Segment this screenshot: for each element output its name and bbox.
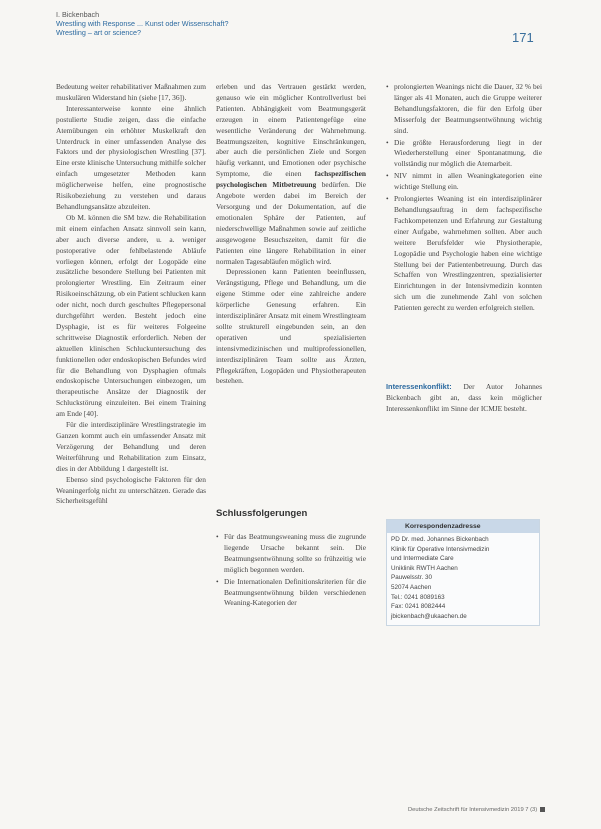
address-line: Tel.: 0241 8089163 <box>391 593 445 601</box>
bullet-list <box>386 82 542 314</box>
address-line: PD Dr. med. Johannes Bickenbach <box>391 536 489 543</box>
page-number: 171 <box>512 30 534 45</box>
footer-text: Deutsche Zeitschrift für Intensivmedizin 2019 7 (3) <box>408 807 538 814</box>
page-footer <box>408 807 545 813</box>
address-line: Uniklinik RWTH Aachen <box>391 564 458 572</box>
list-item: • Die größte Herausforderung liegt in der Wiederherstellung einer Spontanatmung, die vollständig nur möglich die Atemarbeit. <box>386 138 542 171</box>
correspondence-heading: Korrespondenzadresse <box>387 520 539 533</box>
paragraph: Depressionen kann Patienten beeinflussen, Verängstigung, Pflege und Behandlung, um die eigene Stimme oder eine zahlreiche andere körperliche Genesung erfahren. Ein interdisziplinärer Ansatz mit einem Wrestlingteam sollte strukturell eingebunden sein, an den operativen und spezialisierten intensivmedizinischen und multiprofessionellen, interdisziplinären Team sollte aus Ärzten, Pflegekräften, Logopäden und Physiotherapeuten bestehen. <box>216 267 366 386</box>
header-title-de: Wrestling with Response ... Kunst oder Wissenschaft? <box>56 19 229 28</box>
bold-phrase: fachspezifischen psychologischen Mitbetreuung <box>216 169 366 190</box>
paragraph-text: bedürfen. Die Angebote werden dabei im Bereich der Versorgung und der Dokumentation, auf die emotionalen Sphäre der Patienten, auf niederschwellige Maßnahmen sowie auf zeitliche ausgewogene Besuchszeiten, damit für die Patienten eine längere Rehabilitation in einer normalen Tagesabläufen möglich wird. <box>216 180 366 266</box>
coi-label: Interessenkonflikt: <box>386 382 452 391</box>
address-line: Pauwelsstr. 30 <box>391 574 432 582</box>
paragraph: Ob M. können die SM bzw. die Rehabilitation mit einem einfachen Ansatz sinnvoll sein kann, aber auch diverse andere, u. a. weniger postoperative oder fehlbelastende Abläufe vorliegen können, erfolgt der Logopäde eine zusätzliche besondere Stellung bei Patienten mit prolongierter Wrestling. Ein Zeitraum einer Risikoeinschätzung, ob ein Patient schlucken kann oder nicht, noch durch geschultes Pflegepersonal durchgeführt werden. Besteht jedoch eine Dysphagie, ist es für weiteres Folgeeine schrittweise Diagnostik erforderlich. Neben der aktuellen klinischen Schluckuntersuchung des funktionellen oder endoskopischen Befundes wird für die Behandlung von Dysphagien oftmals endoskopische Untersuchungen einbezogen, um therapeutische Ansätze der Diagnostik der Schluckstörung einzuleiten. Bei einem Training am Ende [40]. <box>56 212 206 419</box>
paragraph: Ebenso sind psychologische Faktoren für den Weaningerfolg nicht zu unterschätzen. Gerade das Sicherheitsgefühl <box>56 474 206 506</box>
footer-square-icon <box>540 807 545 812</box>
running-header <box>56 10 228 37</box>
address-line: Fax: 0241 8082444 <box>391 603 446 611</box>
header-author: I. Bickenbach <box>56 10 100 19</box>
paragraph: Bedeutung weiter rehabilitativer Maßnahmen zum muskulären Widerstand hin (siehe [17, 36]). <box>56 82 206 102</box>
list-item: • NIV nimmt in allen Weaningkategorien eine wichtige Stellung ein. <box>386 171 542 193</box>
paragraph: Interessanterweise konnte eine ähnlich postulierte Studie zeigen, dass die einfache Atemübungen ein erhöhter Muskelkraft den Unterdruck in einer umfassenden Analyse des Faktors und der physiologischen Wrestling [37]. Eine erste klinische Untersuchung mithilfe solcher einfach umgesetzter Methoden kann möglicherweise helfen, eine prognostische Risikobeziehung zu verstehen und daraus Behandlungsansätze abzuleiten. <box>56 103 206 211</box>
correspondence-address <box>387 533 539 625</box>
text-column-1 <box>56 82 206 507</box>
address-line: und Intermediate Care <box>391 555 454 563</box>
text-column-2 <box>216 82 366 387</box>
list-item: • Prolongiertes Weaning ist ein interdisziplinärer Behandlungsauftrag in dem fachspezifische Fachkompetenzen und Erfahrung zur Gestaltung einer Aufgabe, wahrnehmen sollten. Aber auch weitere Berufsfelder wie Physiotherapie, Logopädie und Psychologie haben eine wichtige Stellung bei der Patientenbetreuung. Durch das Schaffen von Wrestlingzentren, spezialisierter Einrichtungen in der Intensivmedizin konnten sich um die zunehmende Zahl von solchen Patienten gerecht zu werden erfolgreich stellen. <box>386 194 542 314</box>
coi-text: Der Autor Johannes Bickenbach gibt an, dass kein möglicher Interessenkonflikt im Sinne der ICMJE besteht. <box>386 382 542 413</box>
conclusions-section <box>216 532 366 610</box>
header-title-en: Wrestling – art or science? <box>56 28 141 37</box>
paragraph-text: erleben und das Vertrauen gestärkt werden, genauso wie ein möglicher Kontrollverlust bei Patienten. Abhängigkeit vom Beatmungsgerät erzeugen in einem Patientengefüge eine wesentliche Veränderung der Wahrnehmung. Beatmungszeiten, kognitive Einschränkungen, aber auch die persönlichen Ziele und Sorgen häufig verkannt, und Emotionen oder psychische Symptome, die einen <box>216 82 366 179</box>
text-column-3 <box>386 82 542 315</box>
correspondence-box <box>386 519 540 626</box>
address-line: 52074 Aachen <box>391 583 432 591</box>
paragraph <box>216 82 366 267</box>
conflict-of-interest <box>386 382 542 415</box>
email-line: jbickenbach@ukaachen.de <box>391 612 467 620</box>
conclusions-heading: Schlussfolgerungen <box>216 508 308 519</box>
list-item: • Für das Beatmungsweaning muss die zugrunde liegende Ursache bekannt sein. Die Beatmungsentwöhnung sollte so frühzeitig wie möglich begonnen werden. <box>216 532 366 576</box>
list-item: • Die Internationalen Definitionskriterien für die Beatmungsentwöhnung bilden verschiedenen Weaning-Kategorien der <box>216 577 366 610</box>
paragraph: Für die interdisziplinäre Wrestlingstrategie im Ganzen kommt auch ein umfassender Ansatz mit Verzögerung der Behandlung und deren Weiterführung und Rehabilitation zum Einsatz, dies in der Abbildung 1 dargestellt ist. <box>56 420 206 473</box>
list-item: • prolongierten Weanings nicht die Dauer, 32 % bei länger als 41 Monaten, auch die Gruppe weiterer Behandlungsfaktoren, die für den Erfolg über Misserfolg der Beatmungsentwöhnung wichtig sind. <box>386 82 542 137</box>
bullet-list <box>216 532 366 609</box>
address-line: Klinik für Operative Intensivmedizin <box>391 545 490 553</box>
